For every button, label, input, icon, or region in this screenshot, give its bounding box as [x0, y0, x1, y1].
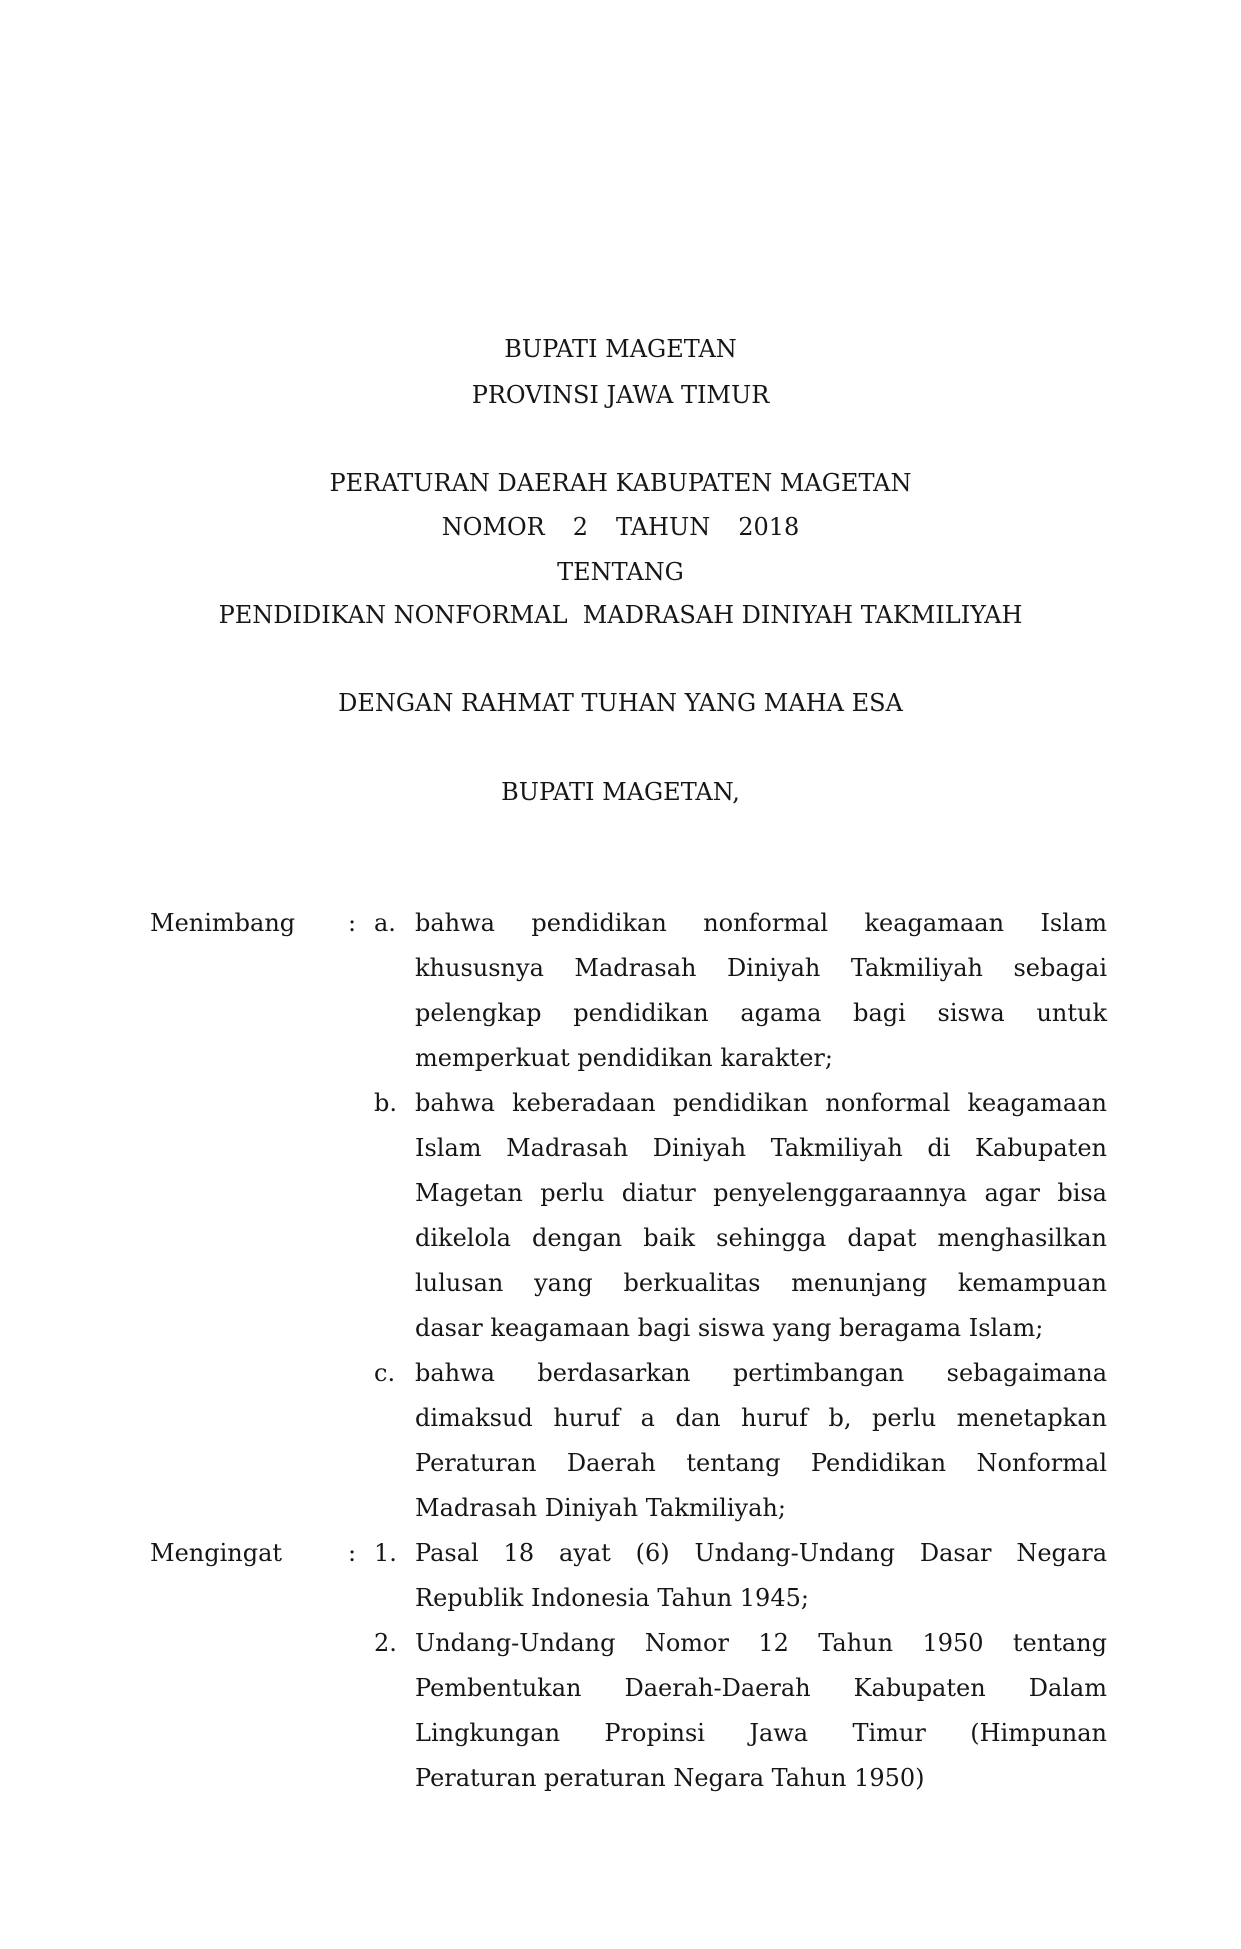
item-text — [415, 1081, 1107, 1351]
header-regulation-title: PERATURAN DAERAH KABUPATEN MAGETAN — [329, 469, 912, 497]
item-text-line: Republik Indonesia Tahun 1945; — [415, 1584, 809, 1612]
preamble-row — [150, 901, 1107, 1081]
section-label: Mengingat — [150, 1539, 283, 1567]
item-marker: 1. — [374, 1539, 397, 1567]
preamble-body — [150, 901, 1107, 1801]
item-text-line: Undang-Undang Nomor 12 Tahun 1950 tentang — [415, 1629, 1107, 1657]
item-marker: 2. — [374, 1629, 397, 1657]
header-about-word: TENTANG — [557, 558, 684, 586]
item-text-line: bahwa keberadaan pendidikan nonformal keagamaan — [415, 1089, 1107, 1117]
item-text — [415, 901, 1107, 1081]
header-authority: BUPATI MAGETAN — [504, 335, 737, 363]
item-text — [415, 1621, 1107, 1801]
header-invocation: DENGAN RAHMAT TUHAN YANG MAHA ESA — [338, 689, 903, 717]
section-colon: : — [348, 909, 357, 937]
item-text-line: khususnya Madrasah Diniyah Takmiliyah sebagai — [415, 954, 1107, 982]
header-subject: PENDIDIKAN NONFORMAL MADRASAH DINIYAH TAKMILIYAH — [218, 601, 1023, 629]
item-text-line: memperkuat pendidikan karakter; — [415, 1044, 833, 1072]
item-text — [415, 1531, 1107, 1621]
item-text — [415, 1351, 1107, 1531]
preamble-row — [150, 1081, 1107, 1351]
item-text-line: Madrasah Diniyah Takmiliyah; — [415, 1494, 786, 1522]
item-text-line: Peraturan Daerah tentang Pendidikan Nonformal — [415, 1449, 1107, 1477]
item-text-line: lulusan yang berkualitas menunjang kemampuan — [415, 1269, 1107, 1297]
item-text-line: pelengkap pendidikan agama bagi siswa untuk — [415, 999, 1107, 1027]
item-text-line: Lingkungan Propinsi Jawa Timur (Himpunan — [415, 1719, 1107, 1747]
item-marker: b. — [374, 1089, 397, 1117]
item-text-line: bahwa pendidikan nonformal keagamaan Islam — [415, 909, 1107, 937]
section-label: Menimbang — [150, 909, 296, 937]
item-text-line: Pembentukan Daerah-Daerah Kabupaten Dalam — [415, 1674, 1107, 1702]
item-marker: c. — [374, 1359, 396, 1387]
item-text-line: Islam Madrasah Diniyah Takmiliyah di Kabupaten — [415, 1134, 1107, 1162]
item-marker: a. — [374, 909, 396, 937]
preamble-row — [150, 1621, 1107, 1801]
header-province: PROVINSI JAWA TIMUR — [471, 381, 770, 409]
preamble-row — [150, 1351, 1107, 1531]
item-text-line: Pasal 18 ayat (6) Undang-Undang Dasar Negara — [415, 1539, 1107, 1567]
item-text-line: Peraturan peraturan Negara Tahun 1950) — [415, 1764, 925, 1792]
section-colon: : — [348, 1539, 357, 1567]
item-text-line: dasar keagamaan bagi siswa yang beragama Islam; — [415, 1314, 1044, 1342]
item-text-line: Magetan perlu diatur penyelenggaraannya agar bisa — [415, 1179, 1107, 1207]
header-issuer: BUPATI MAGETAN, — [501, 778, 740, 806]
item-text-line: bahwa berdasarkan pertimbangan sebagaimana — [415, 1359, 1107, 1387]
item-text-line: dimaksud huruf a dan huruf b, perlu menetapkan — [415, 1404, 1107, 1432]
header-number-line: NOMOR 2 TAHUN 2018 — [441, 513, 800, 541]
item-text-line: dikelola dengan baik sehingga dapat menghasilkan — [415, 1224, 1107, 1252]
preamble-row — [150, 1531, 1107, 1621]
